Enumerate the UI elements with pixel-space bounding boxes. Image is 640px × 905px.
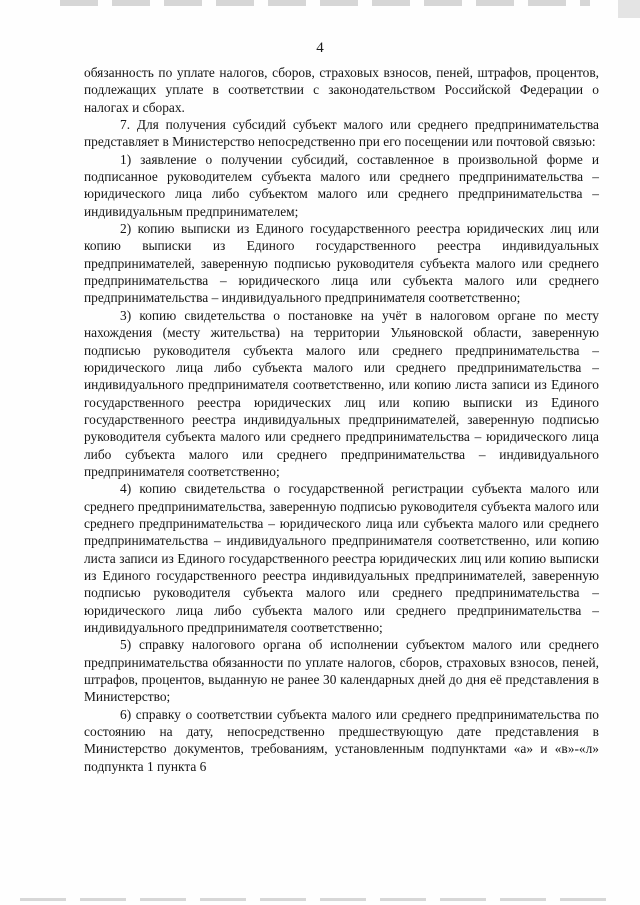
paragraph-subitem-6: 6) справку о соответствии субъекта малого или среднего предпринимательства по состоянию на дату, непосредственно предшествующую дате представления в Министерство документов, требованиям, установленным подпунктами «а» и «в»-«л» подпункта 1 пункта 6 [84,706,599,774]
paragraph-subitem-3: 3) копию свидетельства о постановке на учёт в налоговом органе по месту нахождения (месту жительства) на территории Ульяновской области, заверенную подписью руководителя субъекта малого или среднего предпринимательства – юридического лица либо субъекта малого или среднего предпринимательства – индивидуального предпринимателя соответственно, или копию листа записи из Единого государственного реестра юридических лиц или копию выписки из Единого государственного реестра индивидуальных предпринимателей, заверенную подписью руководителя субъекта малого или среднего предпринимательства – юридического лица либо субъекта малого или среднего предпринимательства – индивидуального предпринимателя соответственно; [84,307,599,479]
page-number: 4 [316,40,324,56]
scan-artifact-top [60,0,590,6]
paragraph-item-7: 7. Для получения субсидий субъект малого или среднего предпринимательства представляет в Министерство непосредственно при его посещении или почтовой связью: [84,117,599,150]
scan-artifact-bottom [20,898,620,901]
scan-artifact-corner [618,0,640,18]
document-body [84,64,599,775]
paragraph-continuation: обязанность по уплате налогов, сборов, страховых взносов, пеней, штрафов, процентов, подлежащих уплате в соответствии с законодательством Российской Федерации о налогах и сборах. [84,65,599,115]
paragraph-subitem-4: 4) копию свидетельства о государственной регистрации субъекта малого или среднего предпринимательства, заверенную подписью руководителя субъекта малого или среднего предпринимательства – юридического лица или субъекта малого или среднего предпринимательства – индивидуального предпринимателя соответственно, или копию листа записи из Единого государственного реестра юридических лиц или копию выписки из Единого государственного реестра индивидуальных предпринимателей, заверенную подписью руководителя субъекта малого или среднего предпринимательства – юридического лица либо субъекта малого или среднего предпринимательства – индивидуального предпринимателя соответственно; [84,481,599,635]
paragraph-subitem-2: 2) копию выписки из Единого государственного реестра юридических лиц или копию выписки из Единого государственного реестра индивидуальных предпринимателей, заверенную подписью руководителя субъекта малого или среднего предпринимательства – юридического лица или субъекта малого или среднего предпринимательства – индивидуального предпринимателя соответственно; [84,221,599,306]
paragraph-subitem-1: 1) заявление о получении субсидий, составленное в произвольной форме и подписанное руководителем субъекта малого или среднего предпринимательства – юридического лица либо субъектом малого или среднего предпринимательства – индивидуальным предпринимателем; [84,151,599,219]
paragraph-subitem-5: 5) справку налогового органа об исполнении субъектом малого или среднего предпринимательства обязанности по уплате налогов, сборов, страховых взносов, пеней, штрафов, процентов, выданную не ранее 30 календарных дней до дня её представления в Министерство; [84,637,599,705]
